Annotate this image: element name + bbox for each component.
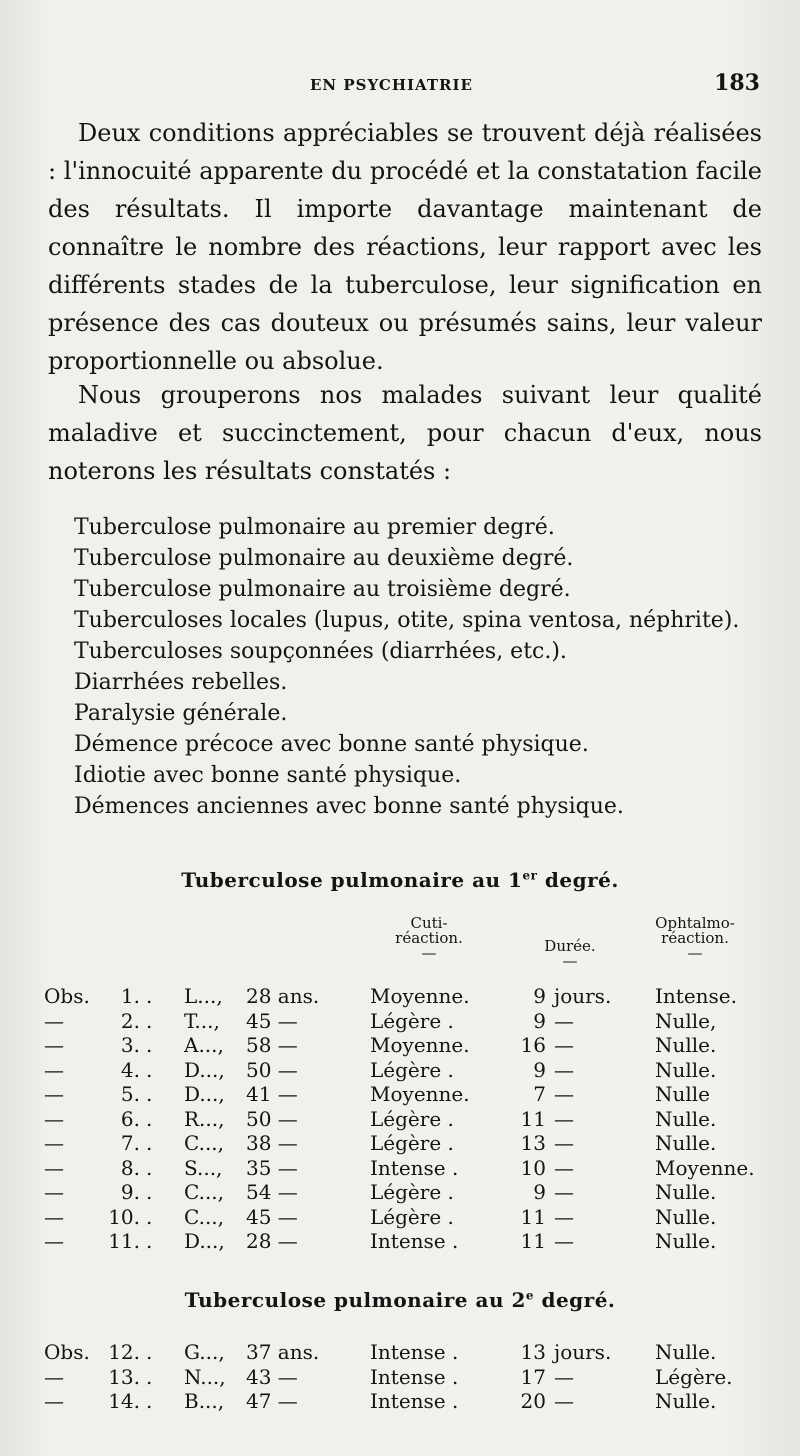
patient-initial: R..., — [184, 1106, 225, 1131]
ophtalmo-reaction-value: Nulle. — [655, 1204, 717, 1229]
cuti-reaction-value: Intense . — [370, 1389, 459, 1413]
ophtalmo-reaction-value: Nulle. — [655, 1180, 717, 1204]
observation-table-first-degree — [0, 984, 800, 1254]
column-header-line2: réaction. — [395, 929, 463, 947]
section-title-tail: degré. — [537, 868, 619, 892]
leader-dot: . — [146, 1389, 153, 1413]
duration-unit: — — [554, 1008, 574, 1033]
column-header-rule: — — [687, 944, 703, 962]
section-title-superscript: e — [525, 1288, 534, 1303]
duration-unit: — — [554, 1033, 574, 1057]
duration-value: 9 — [533, 984, 546, 1008]
row-lead: — — [44, 1204, 64, 1229]
observation-table-second-degree — [0, 1340, 800, 1414]
duration-value: 16 — [520, 1033, 546, 1057]
patient-initial: D..., — [184, 1082, 225, 1106]
table-row — [0, 1229, 800, 1254]
cuti-reaction-value: Intense . — [370, 1364, 459, 1389]
observation-number: 5. — [120, 1082, 140, 1106]
patient-age: 38 — — [246, 1131, 298, 1155]
leader-dot: . — [146, 1180, 153, 1204]
observation-number: 12. — [108, 1340, 140, 1364]
section-title-superscript: er — [522, 868, 538, 883]
patient-initial: C..., — [184, 1131, 225, 1155]
table-row — [0, 1082, 800, 1107]
ophtalmo-reaction-value: Nulle. — [655, 1033, 717, 1057]
cuti-reaction-value: Légère . — [370, 1180, 454, 1204]
column-header-line1: Cuti- — [410, 914, 448, 932]
ophtalmo-reaction-value: Nulle. — [655, 1106, 717, 1131]
cuti-reaction-value: Moyenne. — [370, 984, 470, 1008]
patient-age: 28 ans. — [246, 984, 320, 1008]
column-header-line1: Durée. — [544, 937, 596, 955]
duration-value: 9 — [533, 1180, 546, 1204]
patient-age: 54 — — [246, 1180, 298, 1204]
column-header-rule: — — [421, 944, 437, 962]
patient-age: 50 — — [246, 1057, 298, 1082]
leader-dot: . — [146, 1008, 153, 1033]
table-row — [0, 1340, 800, 1365]
observation-number: 2. — [120, 1008, 140, 1033]
table-row — [0, 1180, 800, 1205]
observation-number: 8. — [120, 1155, 140, 1180]
observation-number: 14. — [108, 1389, 140, 1413]
table-row — [0, 1365, 800, 1390]
section-title-text: Tuberculose pulmonaire au 1 — [181, 868, 523, 892]
patient-age: 45 — — [246, 1008, 298, 1033]
duration-value: 20 — [520, 1389, 546, 1413]
patient-initial: L..., — [184, 984, 223, 1008]
column-header-ophtalmo — [640, 914, 750, 962]
ophtalmo-reaction-value: Légère. — [655, 1364, 733, 1389]
category-item: Démence précoce avec bonne santé physique. — [74, 732, 589, 757]
table-row — [0, 1107, 800, 1132]
leader-dot: . — [146, 1033, 153, 1057]
ophtalmo-reaction-value: Nulle. — [655, 1057, 717, 1082]
leader-dot: . — [146, 1204, 153, 1229]
page-header — [0, 70, 800, 100]
duration-value: 11 — [520, 1229, 546, 1253]
observation-number: 6. — [120, 1106, 140, 1131]
row-lead: Obs. — [44, 984, 90, 1008]
section-title-text: Tuberculose pulmonaire au 2 — [184, 1288, 526, 1312]
running-head: EN PSYCHIATRIE — [310, 76, 473, 94]
observation-number: 4. — [120, 1057, 140, 1082]
table-row — [0, 1156, 800, 1181]
ophtalmo-reaction-value: Moyenne. — [655, 1155, 755, 1180]
category-item: Démences anciennes avec bonne santé physique. — [74, 794, 624, 819]
paragraph-2: Nous grouperons nos malades suivant leur qualité maladive et succinctement, pour chacun d'eux, nous noterons les résultats constatés : — [48, 381, 762, 485]
category-list — [74, 512, 739, 822]
leader-dot: . — [146, 1131, 153, 1155]
category-item: Diarrhées rebelles. — [74, 670, 288, 695]
row-lead: — — [44, 1008, 64, 1033]
patient-age: 43 — — [246, 1364, 298, 1389]
duration-value: 9 — [533, 1057, 546, 1082]
column-header-line2: réaction. — [661, 929, 729, 947]
patient-initial: A..., — [184, 1033, 224, 1057]
category-item: Tuberculose pulmonaire au deuxième degré. — [74, 546, 574, 571]
category-item: Tuberculose pulmonaire au premier degré. — [74, 515, 555, 540]
duration-unit: — — [554, 1155, 574, 1180]
cuti-reaction-value: Intense . — [370, 1155, 459, 1180]
ophtalmo-reaction-value: Nulle. — [655, 1229, 717, 1253]
duration-unit: — — [554, 1180, 574, 1204]
category-item: Paralysie générale. — [74, 701, 288, 726]
duration-value: 17 — [520, 1364, 546, 1389]
row-lead: — — [44, 1131, 64, 1155]
row-lead: — — [44, 1057, 64, 1082]
column-header-line1: Ophtalmo- — [655, 914, 735, 932]
duration-unit: — — [554, 1389, 574, 1413]
row-lead: — — [44, 1082, 64, 1106]
patient-age: 35 — — [246, 1155, 298, 1180]
section-title-first-degree — [0, 868, 800, 892]
section-title-tail: degré. — [534, 1288, 616, 1312]
patient-age: 28 — — [246, 1229, 298, 1253]
leader-dot: . — [146, 1229, 153, 1253]
ophtalmo-reaction-value: Nulle, — [655, 1008, 717, 1033]
cuti-reaction-value: Légère . — [370, 1131, 454, 1155]
row-lead: — — [44, 1033, 64, 1057]
table-row — [0, 1009, 800, 1034]
patient-initial: C..., — [184, 1180, 225, 1204]
duration-unit: — — [554, 1229, 574, 1253]
patient-initial: N..., — [184, 1364, 226, 1389]
patient-age: 45 — — [246, 1204, 298, 1229]
section-title-second-degree — [0, 1288, 800, 1312]
ophtalmo-reaction-value: Nulle. — [655, 1340, 717, 1364]
row-lead: — — [44, 1229, 64, 1253]
paragraph-1: Deux conditions appréciables se trouvent déjà réalisées : l'innocuité apparente du procédé et la constatation facile des résultats. Il importe davantage maintenant de connaître le nombre des réactions, leur rapport avec les différents stades de la tuberculose, leur signification en présence des cas douteux ou présumés sains, leur valeur proportionnelle ou absolue. — [48, 119, 762, 375]
cuti-reaction-value: Intense . — [370, 1340, 459, 1364]
patient-initial: D..., — [184, 1057, 225, 1082]
observation-number: 1. — [120, 984, 140, 1008]
patient-age: 58 — — [246, 1033, 298, 1057]
observation-number: 10. — [108, 1204, 140, 1229]
table-row — [0, 1205, 800, 1230]
patient-age: 50 — — [246, 1106, 298, 1131]
table-row — [0, 1131, 800, 1156]
cuti-reaction-value: Légère . — [370, 1008, 454, 1033]
duration-unit: — — [554, 1082, 574, 1106]
ophtalmo-reaction-value: Nulle. — [655, 1131, 717, 1155]
duration-unit: jours. — [554, 1340, 612, 1364]
leader-dot: . — [146, 1082, 153, 1106]
category-item: Tuberculoses soupçonnées (diarrhées, etc.). — [74, 639, 567, 664]
duration-value: 9 — [533, 1008, 546, 1033]
category-item: Idiotie avec bonne santé physique. — [74, 763, 462, 788]
table-row — [0, 1033, 800, 1058]
patient-age: 37 ans. — [246, 1340, 320, 1364]
row-lead: Obs. — [44, 1340, 90, 1364]
cuti-reaction-value: Légère . — [370, 1204, 454, 1229]
table-row — [0, 984, 800, 1009]
row-lead: — — [44, 1180, 64, 1204]
cuti-reaction-value: Moyenne. — [370, 1033, 470, 1057]
patient-initial: C..., — [184, 1204, 225, 1229]
page-number: 183 — [714, 70, 760, 96]
patient-initial: D..., — [184, 1229, 225, 1253]
leader-dot: . — [146, 1106, 153, 1131]
ophtalmo-reaction-value: Intense. — [655, 984, 737, 1008]
cuti-reaction-value: Légère . — [370, 1057, 454, 1082]
leader-dot: . — [146, 1057, 153, 1082]
column-header-rule: — — [562, 952, 578, 970]
duration-unit: — — [554, 1106, 574, 1131]
patient-initial: G..., — [184, 1340, 225, 1364]
column-header-duree — [535, 936, 605, 970]
ophtalmo-reaction-value: Nulle. — [655, 1389, 717, 1413]
patient-age: 41 — — [246, 1082, 298, 1106]
observation-number: 3. — [120, 1033, 140, 1057]
leader-dot: . — [146, 984, 153, 1008]
patient-age: 47 — — [246, 1389, 298, 1413]
table-row — [0, 1058, 800, 1083]
table-row — [0, 1389, 800, 1414]
duration-unit: — — [554, 1131, 574, 1155]
row-lead: — — [44, 1155, 64, 1180]
cuti-reaction-value: Légère . — [370, 1106, 454, 1131]
duration-value: 7 — [533, 1082, 546, 1106]
patient-initial: B..., — [184, 1389, 225, 1413]
duration-unit: jours. — [554, 984, 612, 1008]
row-lead: — — [44, 1106, 64, 1131]
duration-unit: — — [554, 1364, 574, 1389]
duration-unit: — — [554, 1204, 574, 1229]
leader-dot: . — [146, 1364, 153, 1389]
observation-number: 7. — [120, 1131, 140, 1155]
duration-value: 11 — [520, 1204, 546, 1229]
row-lead: — — [44, 1364, 64, 1389]
patient-initial: T..., — [184, 1008, 220, 1033]
category-item: Tuberculose pulmonaire au troisième degré. — [74, 577, 571, 602]
duration-value: 13 — [520, 1340, 546, 1364]
cuti-reaction-value: Intense . — [370, 1229, 459, 1253]
observation-number: 11. — [108, 1229, 140, 1253]
leader-dot: . — [146, 1155, 153, 1180]
observation-number: 13. — [108, 1364, 140, 1389]
column-header-cuti — [384, 914, 474, 962]
duration-value: 13 — [520, 1131, 546, 1155]
category-item: Tuberculoses locales (lupus, otite, spina ventosa, néphrite). — [74, 608, 740, 633]
patient-initial: S..., — [184, 1155, 223, 1180]
duration-value: 11 — [520, 1106, 546, 1131]
duration-unit: — — [554, 1057, 574, 1082]
row-lead: — — [44, 1389, 64, 1413]
duration-value: 10 — [520, 1155, 546, 1180]
observation-number: 9. — [120, 1180, 140, 1204]
ophtalmo-reaction-value: Nulle — [655, 1082, 711, 1106]
cuti-reaction-value: Moyenne. — [370, 1082, 470, 1106]
leader-dot: . — [146, 1340, 153, 1364]
